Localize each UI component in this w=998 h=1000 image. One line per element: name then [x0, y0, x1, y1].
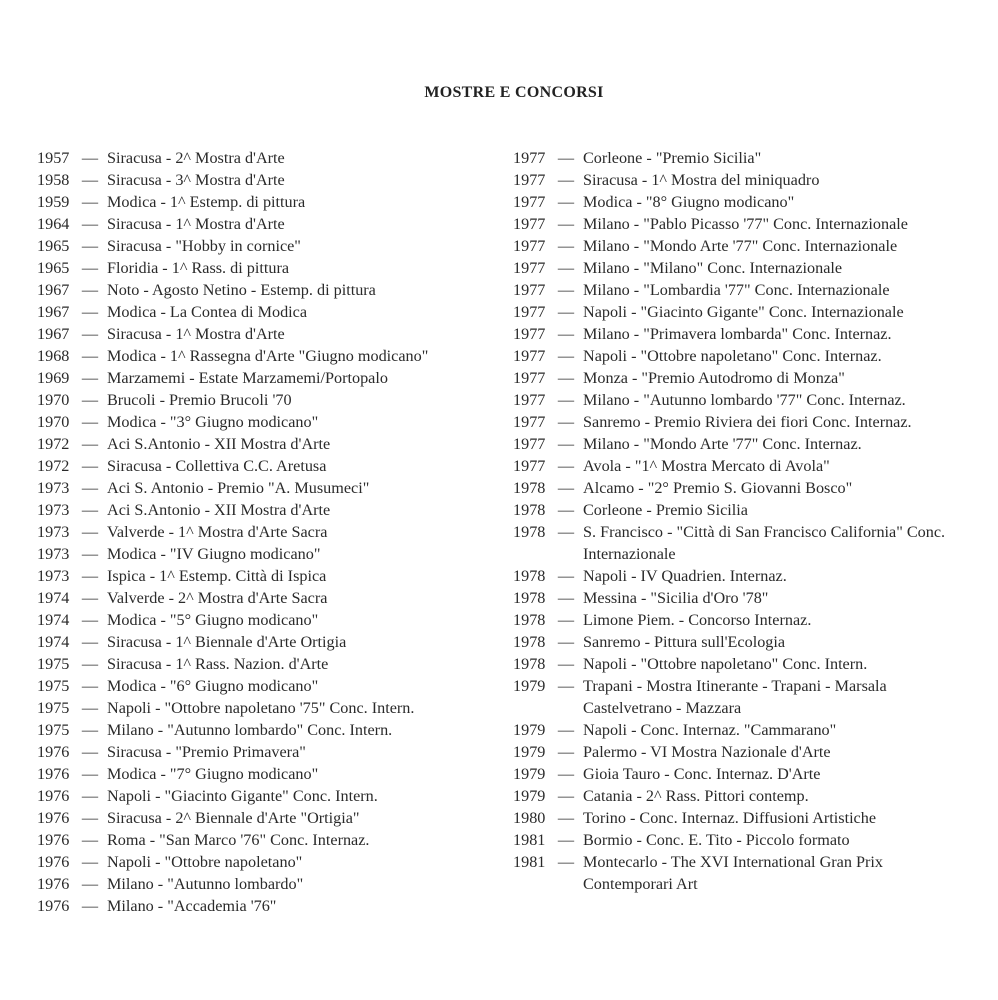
entry-year: 1977	[513, 457, 546, 475]
entry-text: Milano - "Mondo Arte '77" Conc. Internazionale	[583, 237, 898, 255]
exhibition-entry	[37, 873, 497, 895]
exhibition-entry	[37, 675, 497, 697]
entry-text: Modica - "6° Giugno modicano"	[107, 677, 319, 695]
entry-dash: —	[81, 149, 99, 167]
exhibition-entry	[37, 609, 497, 631]
entry-year: 1969	[37, 369, 70, 387]
entry-text: Siracusa - 1^ Mostra d'Arte	[107, 215, 285, 233]
entry-text: Corleone - Premio Sicilia	[583, 501, 748, 519]
exhibition-entry	[513, 675, 973, 719]
entry-text: Modica - "IV Giugno modicano"	[107, 545, 321, 563]
entry-text: Valverde - 1^ Mostra d'Arte Sacra	[107, 523, 328, 541]
exhibition-entry	[37, 169, 497, 191]
exhibition-entry	[513, 389, 973, 411]
entry-year: 1977	[513, 303, 546, 321]
entry-year: 1981	[513, 831, 546, 849]
exhibition-entry	[513, 345, 973, 367]
left-column	[37, 147, 497, 917]
entry-year: 1977	[513, 193, 546, 211]
entry-dash: —	[81, 831, 99, 849]
entry-dash: —	[81, 853, 99, 871]
entry-text: Floridia - 1^ Rass. di pittura	[107, 259, 290, 277]
exhibition-entry	[37, 411, 497, 433]
entry-year: 1974	[37, 611, 70, 629]
entry-text: S. Francisco - "Città di San Francisco California" Conc. Internazionale	[583, 523, 946, 563]
page-title: MOSTRE E CONCORSI	[424, 84, 604, 101]
entry-text: Sanremo - Pittura sull'Ecologia	[583, 633, 786, 651]
entry-dash: —	[557, 281, 575, 299]
entry-dash: —	[81, 215, 99, 233]
entry-year: 1967	[37, 325, 70, 343]
entry-text: Aci S.Antonio - XII Mostra d'Arte	[107, 501, 331, 519]
entry-dash: —	[557, 809, 575, 827]
entry-text: Aci S. Antonio - Premio "A. Musumeci"	[107, 479, 370, 497]
entry-dash: —	[557, 677, 575, 695]
entry-year: 1973	[37, 545, 70, 563]
entry-text: Ispica - 1^ Estemp. Città di Ispica	[107, 567, 327, 585]
entry-text: Corleone - "Premio Sicilia"	[583, 149, 762, 167]
entry-dash: —	[557, 369, 575, 387]
entry-year: 1968	[37, 347, 70, 365]
entry-dash: —	[81, 743, 99, 761]
exhibition-entry	[37, 477, 497, 499]
entry-year: 1979	[513, 677, 546, 695]
entry-text: Milano - "Accademia '76"	[107, 897, 277, 915]
exhibition-entry	[513, 521, 973, 565]
entry-dash: —	[81, 369, 99, 387]
entry-dash: —	[81, 501, 99, 519]
exhibition-entry	[513, 631, 973, 653]
entry-year: 1978	[513, 655, 546, 673]
exhibition-entry	[37, 565, 497, 587]
entry-year: 1965	[37, 237, 70, 255]
exhibition-entry	[513, 235, 973, 257]
entry-text: Torino - Conc. Internaz. Diffusioni Artistiche	[583, 809, 877, 827]
exhibition-entry	[37, 631, 497, 653]
entry-year: 1978	[513, 589, 546, 607]
entry-text: Siracusa - 2^ Biennale d'Arte "Ortigia"	[107, 809, 360, 827]
entry-text: Modica - "7° Giugno modicano"	[107, 765, 319, 783]
entry-year: 1967	[37, 303, 70, 321]
entry-year: 1976	[37, 765, 70, 783]
entry-year: 1977	[513, 215, 546, 233]
entry-dash: —	[81, 765, 99, 783]
exhibition-entry	[37, 719, 497, 741]
entry-text: Brucoli - Premio Brucoli '70	[107, 391, 292, 409]
exhibition-entry	[513, 191, 973, 213]
entry-text: Siracusa - 3^ Mostra d'Arte	[107, 171, 285, 189]
entry-year: 1975	[37, 721, 70, 739]
entry-year: 1977	[513, 391, 546, 409]
entry-dash: —	[557, 149, 575, 167]
entry-dash: —	[81, 655, 99, 673]
exhibition-entry	[513, 829, 973, 851]
entry-dash: —	[81, 325, 99, 343]
entry-year: 1979	[513, 721, 546, 739]
entry-year: 1959	[37, 193, 70, 211]
entry-dash: —	[557, 567, 575, 585]
exhibition-entry	[37, 389, 497, 411]
entry-year: 1972	[37, 457, 70, 475]
entry-dash: —	[557, 193, 575, 211]
entry-dash: —	[81, 897, 99, 915]
entry-year: 1978	[513, 479, 546, 497]
entry-dash: —	[81, 611, 99, 629]
exhibition-entry	[513, 455, 973, 477]
entry-text: Palermo - VI Mostra Nazionale d'Arte	[583, 743, 831, 761]
entry-year: 1975	[37, 699, 70, 717]
entry-text: Napoli - "Ottobre napoletano" Conc. Intern.	[583, 655, 868, 673]
entry-dash: —	[557, 303, 575, 321]
entry-text: Modica - "5° Giugno modicano"	[107, 611, 319, 629]
exhibition-entry	[37, 367, 497, 389]
entry-year: 1979	[513, 787, 546, 805]
entry-dash: —	[557, 237, 575, 255]
entry-text: Modica - 1^ Rassegna d'Arte "Giugno modicano"	[107, 347, 429, 365]
entry-text: Aci S.Antonio - XII Mostra d'Arte	[107, 435, 331, 453]
entry-text: Milano - "Primavera lombarda" Conc. Internaz.	[583, 325, 892, 343]
entry-text: Trapani - Mostra Itinerante - Trapani - Marsala Castelvetrano - Mazzara	[583, 677, 887, 717]
entry-dash: —	[81, 303, 99, 321]
entry-text: Milano - "Autunno lombardo '77" Conc. Internaz.	[583, 391, 906, 409]
exhibition-entry	[37, 807, 497, 829]
entry-text: Noto - Agosto Netino - Estemp. di pittura	[107, 281, 376, 299]
exhibition-entry	[513, 587, 973, 609]
entry-text: Avola - "1^ Mostra Mercato di Avola"	[583, 457, 830, 475]
entry-year: 1978	[513, 523, 546, 541]
entry-year: 1978	[513, 611, 546, 629]
entry-dash: —	[557, 501, 575, 519]
entry-dash: —	[557, 523, 575, 541]
entry-dash: —	[557, 721, 575, 739]
exhibition-entry	[513, 609, 973, 631]
exhibition-entry	[37, 653, 497, 675]
entry-text: Alcamo - "2° Premio S. Giovanni Bosco"	[583, 479, 853, 497]
exhibition-entry	[37, 235, 497, 257]
exhibition-entry	[37, 455, 497, 477]
exhibition-entry	[513, 741, 973, 763]
entry-year: 1973	[37, 523, 70, 541]
entry-dash: —	[81, 677, 99, 695]
entry-year: 1977	[513, 281, 546, 299]
entry-text: Napoli - "Giacinto Gigante" Conc. Internazionale	[583, 303, 904, 321]
entry-text: Siracusa - 1^ Rass. Nazion. d'Arte	[107, 655, 329, 673]
entry-text: Milano - "Autunno lombardo"	[107, 875, 304, 893]
entry-dash: —	[81, 699, 99, 717]
entry-text: Modica - 1^ Estemp. di pittura	[107, 193, 306, 211]
exhibition-entry	[37, 147, 497, 169]
exhibition-entry	[513, 499, 973, 521]
entry-text: Montecarlo - The XVI International Gran Prix Contemporari Art	[583, 853, 883, 893]
exhibition-entry	[513, 565, 973, 587]
entry-dash: —	[557, 413, 575, 431]
exhibition-entry	[513, 169, 973, 191]
entry-year: 1976	[37, 853, 70, 871]
exhibition-entry	[513, 785, 973, 807]
entry-year: 1977	[513, 259, 546, 277]
exhibition-entry	[37, 741, 497, 763]
entry-dash: —	[81, 721, 99, 739]
exhibition-entry	[37, 851, 497, 873]
entry-year: 1977	[513, 369, 546, 387]
entry-text: Marzamemi - Estate Marzamemi/Portopalo	[107, 369, 388, 387]
entry-year: 1980	[513, 809, 546, 827]
entry-year: 1973	[37, 567, 70, 585]
exhibition-entry	[37, 499, 497, 521]
entry-year: 1976	[37, 809, 70, 827]
entry-dash: —	[81, 633, 99, 651]
entry-dash: —	[81, 391, 99, 409]
exhibition-entry	[513, 807, 973, 829]
exhibition-entry	[37, 279, 497, 301]
entry-dash: —	[557, 655, 575, 673]
entry-year: 1976	[37, 897, 70, 915]
entry-year: 1976	[37, 743, 70, 761]
entry-text: Messina - "Sicilia d'Oro '78"	[583, 589, 769, 607]
entry-year: 1957	[37, 149, 70, 167]
entry-dash: —	[81, 171, 99, 189]
entry-text: Modica - "8° Giugno modicano"	[583, 193, 795, 211]
entry-dash: —	[81, 457, 99, 475]
exhibition-entry	[513, 477, 973, 499]
entry-text: Sanremo - Premio Riviera dei fiori Conc. Internaz.	[583, 413, 912, 431]
entry-text: Siracusa - "Hobby in cornice"	[107, 237, 301, 255]
entry-dash: —	[81, 347, 99, 365]
entry-dash: —	[81, 435, 99, 453]
entry-year: 1975	[37, 677, 70, 695]
entry-text: Napoli - "Ottobre napoletano" Conc. Internaz.	[583, 347, 882, 365]
entry-year: 1977	[513, 171, 546, 189]
entry-dash: —	[557, 435, 575, 453]
entry-dash: —	[557, 831, 575, 849]
exhibition-entry	[513, 257, 973, 279]
entry-text: Napoli - "Ottobre napoletano"	[107, 853, 303, 871]
entry-year: 1979	[513, 743, 546, 761]
exhibition-entry	[37, 257, 497, 279]
entry-text: Milano - "Autunno lombardo" Conc. Intern.	[107, 721, 393, 739]
exhibition-entry	[37, 301, 497, 323]
entry-dash: —	[557, 853, 575, 871]
entry-year: 1974	[37, 589, 70, 607]
entry-year: 1976	[37, 875, 70, 893]
entry-text: Milano - "Milano" Conc. Internazionale	[583, 259, 843, 277]
exhibition-entry	[513, 279, 973, 301]
entry-dash: —	[81, 413, 99, 431]
entry-year: 1958	[37, 171, 70, 189]
entry-year: 1976	[37, 787, 70, 805]
entry-year: 1977	[513, 413, 546, 431]
entry-text: Limone Piem. - Concorso Internaz.	[583, 611, 812, 629]
entry-dash: —	[557, 787, 575, 805]
entry-text: Siracusa - 1^ Biennale d'Arte Ortigia	[107, 633, 347, 651]
entry-dash: —	[81, 589, 99, 607]
entry-text: Napoli - "Giacinto Gigante" Conc. Intern.	[107, 787, 378, 805]
entry-dash: —	[81, 281, 99, 299]
entry-year: 1978	[513, 501, 546, 519]
entry-dash: —	[557, 391, 575, 409]
entry-text: Siracusa - Collettiva C.C. Aretusa	[107, 457, 327, 475]
entry-text: Milano - "Mondo Arte '77" Conc. Internaz.	[583, 435, 862, 453]
entry-year: 1977	[513, 149, 546, 167]
entry-dash: —	[81, 193, 99, 211]
entry-text: Monza - "Premio Autodromo di Monza"	[583, 369, 845, 387]
entry-dash: —	[557, 589, 575, 607]
exhibition-entry	[513, 763, 973, 785]
entry-text: Milano - "Lombardia '77" Conc. Internazionale	[583, 281, 890, 299]
entry-year: 1964	[37, 215, 70, 233]
exhibition-entry	[513, 719, 973, 741]
exhibition-entry	[37, 763, 497, 785]
entry-year: 1973	[37, 501, 70, 519]
entry-dash: —	[557, 215, 575, 233]
entry-dash: —	[557, 479, 575, 497]
entry-year: 1967	[37, 281, 70, 299]
exhibition-entry	[37, 543, 497, 565]
entry-text: Siracusa - 1^ Mostra del miniquadro	[583, 171, 820, 189]
entry-year: 1975	[37, 655, 70, 673]
entry-dash: —	[81, 809, 99, 827]
exhibition-entry	[513, 433, 973, 455]
entry-year: 1973	[37, 479, 70, 497]
entry-text: Siracusa - "Premio Primavera"	[107, 743, 306, 761]
exhibition-entry	[37, 587, 497, 609]
exhibition-entry	[37, 213, 497, 235]
exhibition-entry	[37, 433, 497, 455]
entry-year: 1977	[513, 347, 546, 365]
exhibition-entry	[37, 829, 497, 851]
entry-year: 1977	[513, 435, 546, 453]
entry-text: Napoli - Conc. Internaz. "Cammarano"	[583, 721, 837, 739]
entry-text: Milano - "Pablo Picasso '77" Conc. Internazionale	[583, 215, 908, 233]
entry-year: 1979	[513, 765, 546, 783]
entry-year: 1965	[37, 259, 70, 277]
exhibition-entry	[37, 191, 497, 213]
exhibition-entry	[37, 345, 497, 367]
entry-dash: —	[81, 567, 99, 585]
entry-dash: —	[557, 633, 575, 651]
entry-year: 1977	[513, 325, 546, 343]
entry-year: 1978	[513, 567, 546, 585]
entry-dash: —	[557, 171, 575, 189]
exhibition-entry	[513, 213, 973, 235]
entry-year: 1977	[513, 237, 546, 255]
entry-year: 1970	[37, 391, 70, 409]
exhibition-entry	[37, 323, 497, 345]
entry-text: Valverde - 2^ Mostra d'Arte Sacra	[107, 589, 328, 607]
entry-text: Modica - "3° Giugno modicano"	[107, 413, 319, 431]
entry-year: 1974	[37, 633, 70, 651]
entry-text: Roma - "San Marco '76" Conc. Internaz.	[107, 831, 370, 849]
exhibition-entry	[513, 147, 973, 169]
entry-dash: —	[81, 237, 99, 255]
entry-text: Napoli - "Ottobre napoletano '75" Conc. Intern.	[107, 699, 415, 717]
exhibition-entry	[37, 697, 497, 719]
entry-dash: —	[557, 765, 575, 783]
entry-dash: —	[81, 523, 99, 541]
exhibition-entry	[513, 323, 973, 345]
entry-text: Siracusa - 2^ Mostra d'Arte	[107, 149, 285, 167]
entry-dash: —	[557, 457, 575, 475]
entry-text: Napoli - IV Quadrien. Internaz.	[583, 567, 787, 585]
entry-dash: —	[81, 875, 99, 893]
entry-dash: —	[557, 259, 575, 277]
entry-year: 1978	[513, 633, 546, 651]
entry-text: Catania - 2^ Rass. Pittori contemp.	[583, 787, 809, 805]
entry-text: Modica - La Contea di Modica	[107, 303, 308, 321]
exhibition-entry	[513, 367, 973, 389]
entry-year: 1981	[513, 853, 546, 871]
entry-dash: —	[81, 787, 99, 805]
exhibition-entry	[513, 301, 973, 323]
entry-year: 1970	[37, 413, 70, 431]
entry-dash: —	[557, 347, 575, 365]
exhibition-entry	[37, 521, 497, 543]
entry-text: Siracusa - 1^ Mostra d'Arte	[107, 325, 285, 343]
entry-dash: —	[81, 259, 99, 277]
entry-year: 1972	[37, 435, 70, 453]
exhibition-entry	[37, 895, 497, 917]
right-column	[513, 147, 973, 895]
entry-dash: —	[557, 611, 575, 629]
entry-dash: —	[81, 479, 99, 497]
exhibition-entry	[513, 653, 973, 675]
exhibition-entry	[37, 785, 497, 807]
entry-dash: —	[81, 545, 99, 563]
exhibition-entry	[513, 411, 973, 433]
entry-year: 1976	[37, 831, 70, 849]
entry-text: Gioia Tauro - Conc. Internaz. D'Arte	[583, 765, 821, 783]
entry-dash: —	[557, 743, 575, 761]
exhibition-entry	[513, 851, 973, 895]
entry-text: Bormio - Conc. E. Tito - Piccolo formato	[583, 831, 850, 849]
entry-dash: —	[557, 325, 575, 343]
